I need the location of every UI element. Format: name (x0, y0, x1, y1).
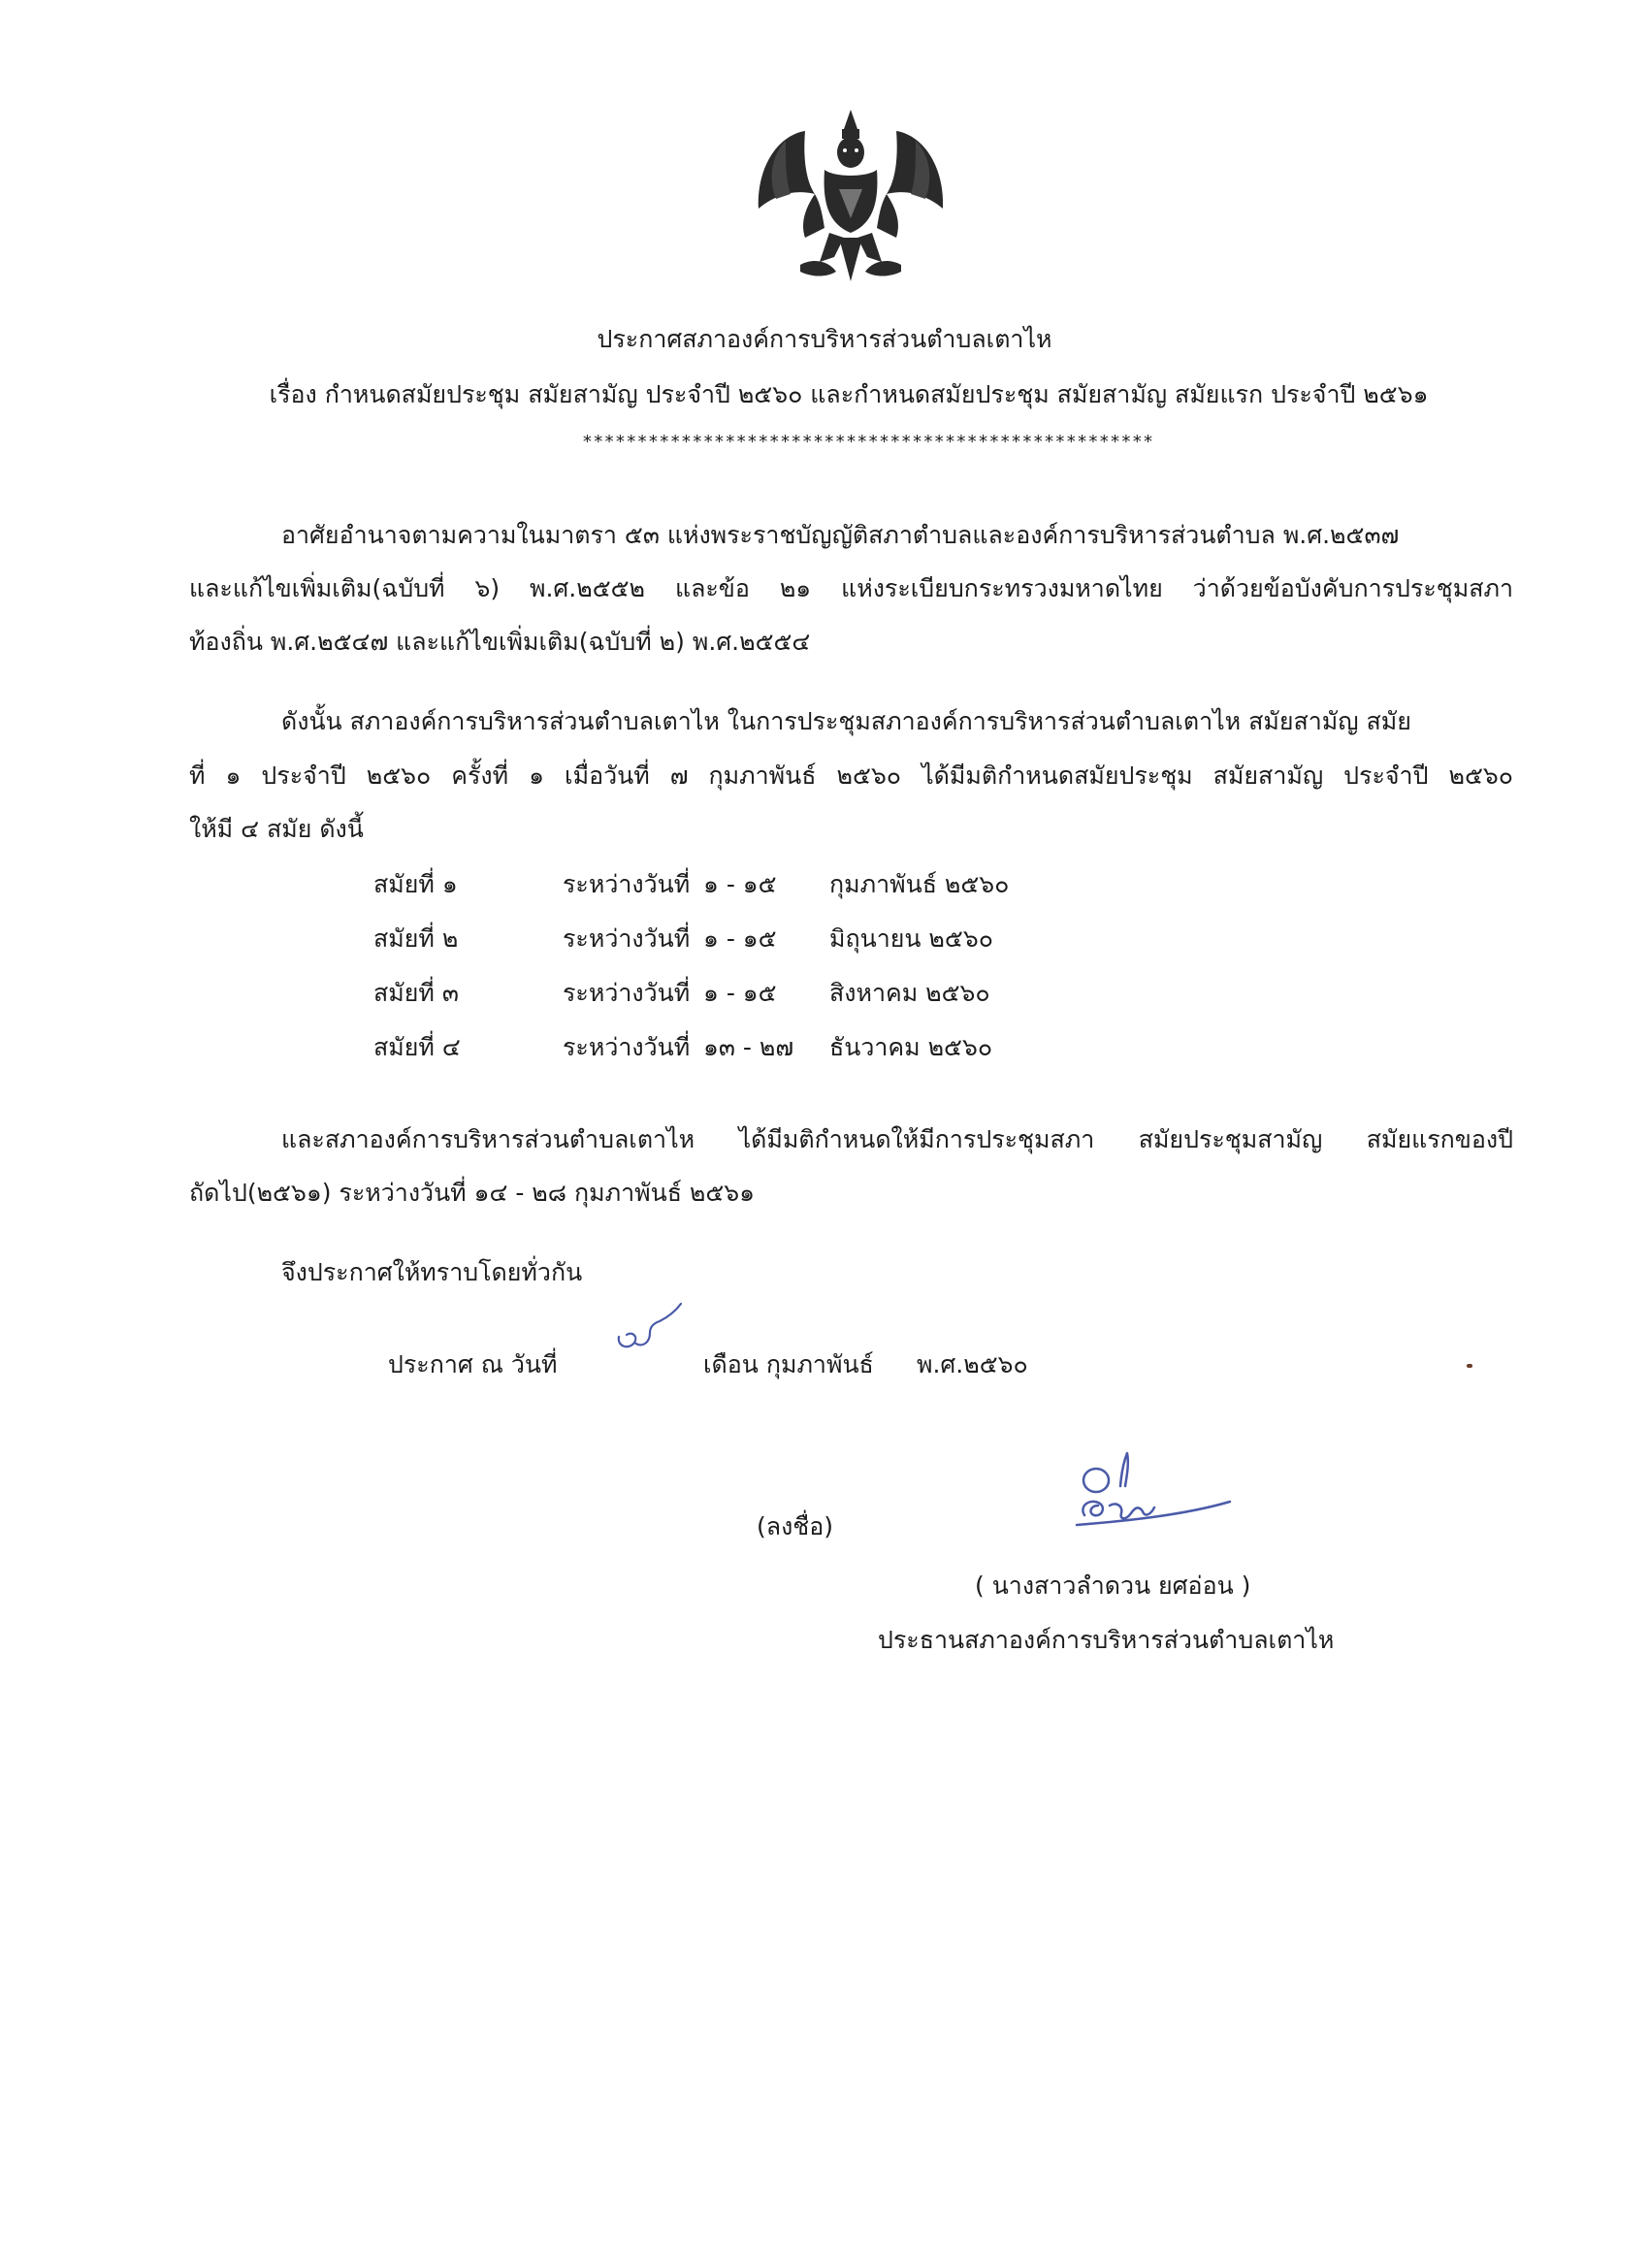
schedule-range-label: ระหว่างวันที่ (563, 924, 691, 953)
garuda-emblem-icon (747, 102, 955, 291)
para2-line2: ที่ ๑ ประจำปี ๒๕๖๐ ครั้งที่ ๑ เมื่อวันที่ ๗ กุมภาพันธ์ ๒๕๖๐ ได้มีมติกำหนดสมัยประชุม สมัยสามัญ ประจำปี ๒๕๖๐ (189, 761, 1513, 790)
handwritten-day (611, 1300, 689, 1358)
schedule-range-label: ระหว่างวันที่ (563, 870, 691, 898)
signatory-position: ประธานสภาองค์การบริหารส่วนตำบลเตาไห (878, 1626, 1335, 1654)
para1-line3: ท้องถิ่น พ.ศ.๒๕๔๗ และแก้ไขเพิ่มเติม(ฉบับที่ ๒) พ.ศ.๒๕๕๔ (189, 628, 811, 656)
schedule-month: สิงหาคม ๒๕๖๐ (829, 979, 990, 1007)
announcement-subject: เรื่อง กำหนดสมัยประชุม สมัยสามัญ ประจำปี ๒๕๖๐ และกำหนดสมัยประชุม สมัยสามัญ สมัยแรก ประจำปี ๒๕๖๑ (269, 380, 1429, 408)
schedule-month: มิถุนายน ๒๕๖๐ (829, 924, 993, 953)
dateline-prefix: ประกาศ ณ วันที่ (388, 1350, 558, 1378)
para2-line3: ให้มี ๔ สมัย ดังนี้ (189, 815, 364, 843)
para1-line2: และแก้ไขเพิ่มเติม(ฉบับที่ ๖) พ.ศ.๒๕๕๒ และข้อ ๒๑ แห่งระเบียบกระทรวงมหาดไทย ว่าด้วยข้อบังคับการประชุมสภา (189, 574, 1513, 602)
para1-line1: อาศัยอำนาจตามความในมาตรา ๕๓ แห่งพระราชบัญญัติสภาตำบลและองค์การบริหารส่วนตำบล พ.ศ.๒๕๓๗ (281, 521, 1400, 549)
dateline-month: เดือน กุมภาพันธ์ (703, 1350, 874, 1378)
signed-label: (ลงชื่อ) (757, 1512, 834, 1540)
schedule-range-label: ระหว่างวันที่ (563, 1033, 691, 1061)
header-separator: **************************************************** (582, 432, 1154, 452)
schedule-range-label: ระหว่างวันที่ (563, 979, 691, 1007)
schedule-dates: ๑ - ๑๕ (703, 870, 777, 898)
para3-line2: ถัดไป(๒๕๖๑) ระหว่างวันที่ ๑๔ - ๒๘ กุมภาพันธ์ ๒๕๖๑ (189, 1179, 756, 1207)
para3-line1: และสภาองค์การบริหารส่วนตำบลเตาไห ได้มีมติกำหนดให้มีการประชุมสภา สมัยประชุมสามัญ สมัยแรกของปี (281, 1125, 1513, 1153)
schedule-month: ธันวาคม ๒๕๖๐ (829, 1033, 993, 1061)
scan-speck (1467, 1364, 1472, 1368)
schedule-dates: ๑ - ๑๕ (703, 979, 777, 1007)
announcement-title: ประกาศสภาองค์การบริหารส่วนตำบลเตาไห (597, 325, 1052, 353)
schedule-month: กุมภาพันธ์ ๒๕๖๐ (829, 870, 1010, 898)
dateline-year: พ.ศ.๒๕๖๐ (917, 1350, 1028, 1378)
schedule-session-label: สมัยที่ ๓ (373, 979, 459, 1007)
schedule-session-label: สมัยที่ ๑ (373, 870, 458, 898)
closing-statement: จึงประกาศให้ทราบโดยทั่วกัน (281, 1258, 583, 1286)
signatory-name: ( นางสาวลำดวน ยศอ่อน ) (975, 1571, 1251, 1600)
schedule-dates: ๑ - ๑๕ (703, 924, 777, 953)
handwritten-signature (1067, 1445, 1242, 1552)
schedule-session-label: สมัยที่ ๒ (373, 924, 459, 953)
para2-line1: ดังนั้น สภาองค์การบริหารส่วนตำบลเตาไห ในการประชุมสภาองค์การบริหารส่วนตำบลเตาไห สมัยสามัญ สมัย (281, 707, 1411, 735)
schedule-dates: ๑๓ - ๒๗ (703, 1033, 794, 1061)
schedule-session-label: สมัยที่ ๔ (373, 1033, 461, 1061)
